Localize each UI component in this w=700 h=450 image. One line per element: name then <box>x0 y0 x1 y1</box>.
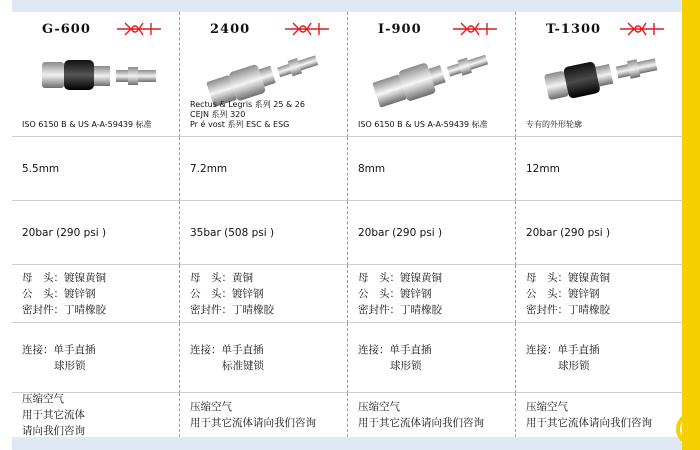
pressure-value: 20bar (290 psi ) <box>22 226 107 239</box>
pressure-cell <box>180 201 348 265</box>
model-name: I-900 <box>378 22 422 37</box>
connection-line: 标准键锁 <box>222 359 264 372</box>
media-cell <box>180 393 348 437</box>
media-cell <box>516 393 682 437</box>
coupling-symbol-icon <box>285 20 329 38</box>
material-line: 密封件：丁晴橡胶 <box>358 303 442 316</box>
column-header-g600 <box>12 12 180 137</box>
diameter-value: 5.5mm <box>22 162 60 175</box>
media-line: 压缩空气 <box>22 393 64 405</box>
connection-line: 连接：单手直插 <box>190 343 264 356</box>
quick-coupler-image <box>32 48 162 110</box>
material-line: 密封件：丁晴橡胶 <box>190 303 274 316</box>
diameter-cell <box>516 137 682 201</box>
pressure-cell <box>516 201 682 265</box>
material-line: 公 头：镀锌钢 <box>190 287 264 300</box>
material-line: 母 头：镀镍黄铜 <box>22 271 106 284</box>
caption-line: 专有的外形轮廓 <box>526 120 582 129</box>
column-header-t1300 <box>516 12 682 137</box>
caption-line: Pr é vost 系列 ESC & ESG <box>190 120 290 129</box>
material-cell <box>348 265 516 323</box>
connection-cell <box>516 323 682 393</box>
pressure-value: 20bar (290 psi ) <box>358 226 443 239</box>
material-line: 母 头：黄铜 <box>190 271 253 284</box>
caption <box>358 120 509 130</box>
connection-line: 球形锁 <box>558 359 590 372</box>
material-line: 母 头：镀镍黄铜 <box>358 271 442 284</box>
caption-line: CEJN 系列 320 <box>190 110 246 119</box>
material-cell <box>12 265 180 323</box>
pressure-cell <box>12 201 180 265</box>
connection-list <box>22 342 96 374</box>
material-cell <box>516 265 682 323</box>
media-list <box>358 399 484 431</box>
media-line: 用于其它流体请向我们咨询 <box>190 417 316 429</box>
coupling-symbol-icon <box>117 20 161 38</box>
material-line: 公 头：镀锌钢 <box>22 287 96 300</box>
coupler-spec-table <box>12 12 682 437</box>
caption-line: ISO 6150 B & US A-A-59439 标准 <box>22 120 152 129</box>
connection-line: 连接：单手直插 <box>526 343 600 356</box>
coupling-symbol-icon <box>620 20 664 38</box>
column-header-2400 <box>180 12 348 137</box>
diameter-cell <box>180 137 348 201</box>
media-line: 压缩空气 <box>190 401 232 413</box>
media-list <box>22 391 85 439</box>
caption-line: ISO 6150 B & US A-A-59439 标准 <box>358 120 488 129</box>
connection-cell <box>180 323 348 393</box>
media-line: 压缩空气 <box>526 401 568 413</box>
diameter-value: 12mm <box>526 162 560 175</box>
diameter-cell <box>348 137 516 201</box>
media-line: 用于其它流体 <box>22 409 85 421</box>
connection-cell <box>12 323 180 393</box>
material-line: 密封件：丁晴橡胶 <box>22 303 106 316</box>
media-cell <box>12 393 180 437</box>
connection-line: 球形锁 <box>54 359 86 372</box>
connection-list <box>526 342 600 374</box>
material-line: 密封件：丁晴橡胶 <box>526 303 610 316</box>
bottom-band <box>12 437 682 450</box>
top-band <box>12 0 682 12</box>
caption <box>22 120 173 130</box>
model-name: G-600 <box>42 22 91 37</box>
material-line: 公 头：镀锌钢 <box>526 287 600 300</box>
model-name: 2400 <box>210 22 251 37</box>
pressure-value: 20bar (290 psi ) <box>526 226 611 239</box>
material-list <box>526 270 610 318</box>
material-cell <box>180 265 348 323</box>
connection-line: 连接：单手直插 <box>22 343 96 356</box>
connection-cell <box>348 323 516 393</box>
connection-line: 球形锁 <box>390 359 422 372</box>
caption <box>526 120 676 130</box>
material-list <box>190 270 274 318</box>
material-line: 公 头：镀锌钢 <box>358 287 432 300</box>
coupling-symbol-icon <box>453 20 497 38</box>
media-line: 用于其它流体请向我们咨询 <box>358 417 484 429</box>
media-line: 用于其它流体请向我们咨询 <box>526 417 652 429</box>
pressure-value: 35bar (508 psi ) <box>190 226 275 239</box>
connection-list <box>358 342 432 374</box>
material-list <box>358 270 442 318</box>
media-list <box>190 399 316 431</box>
binder-strip <box>682 0 700 450</box>
quick-coupler-image <box>368 48 498 110</box>
column-header-i900 <box>348 12 516 137</box>
caption-line: Rectus & Legris 系列 25 & 26 <box>190 100 305 109</box>
material-list <box>22 270 106 318</box>
pressure-cell <box>348 201 516 265</box>
diameter-cell <box>12 137 180 201</box>
diameter-value: 7.2mm <box>190 162 228 175</box>
media-list <box>526 399 652 431</box>
diameter-value: 8mm <box>358 162 386 175</box>
media-line: 压缩空气 <box>358 401 400 413</box>
material-line: 母 头：镀镍黄铜 <box>526 271 610 284</box>
caption <box>190 100 341 130</box>
media-line: 请向我们咨询 <box>22 425 85 437</box>
quick-coupler-image <box>536 48 666 110</box>
media-cell <box>348 393 516 437</box>
model-name: T-1300 <box>546 22 602 37</box>
connection-line: 连接：单手直插 <box>358 343 432 356</box>
connection-list <box>190 342 264 374</box>
